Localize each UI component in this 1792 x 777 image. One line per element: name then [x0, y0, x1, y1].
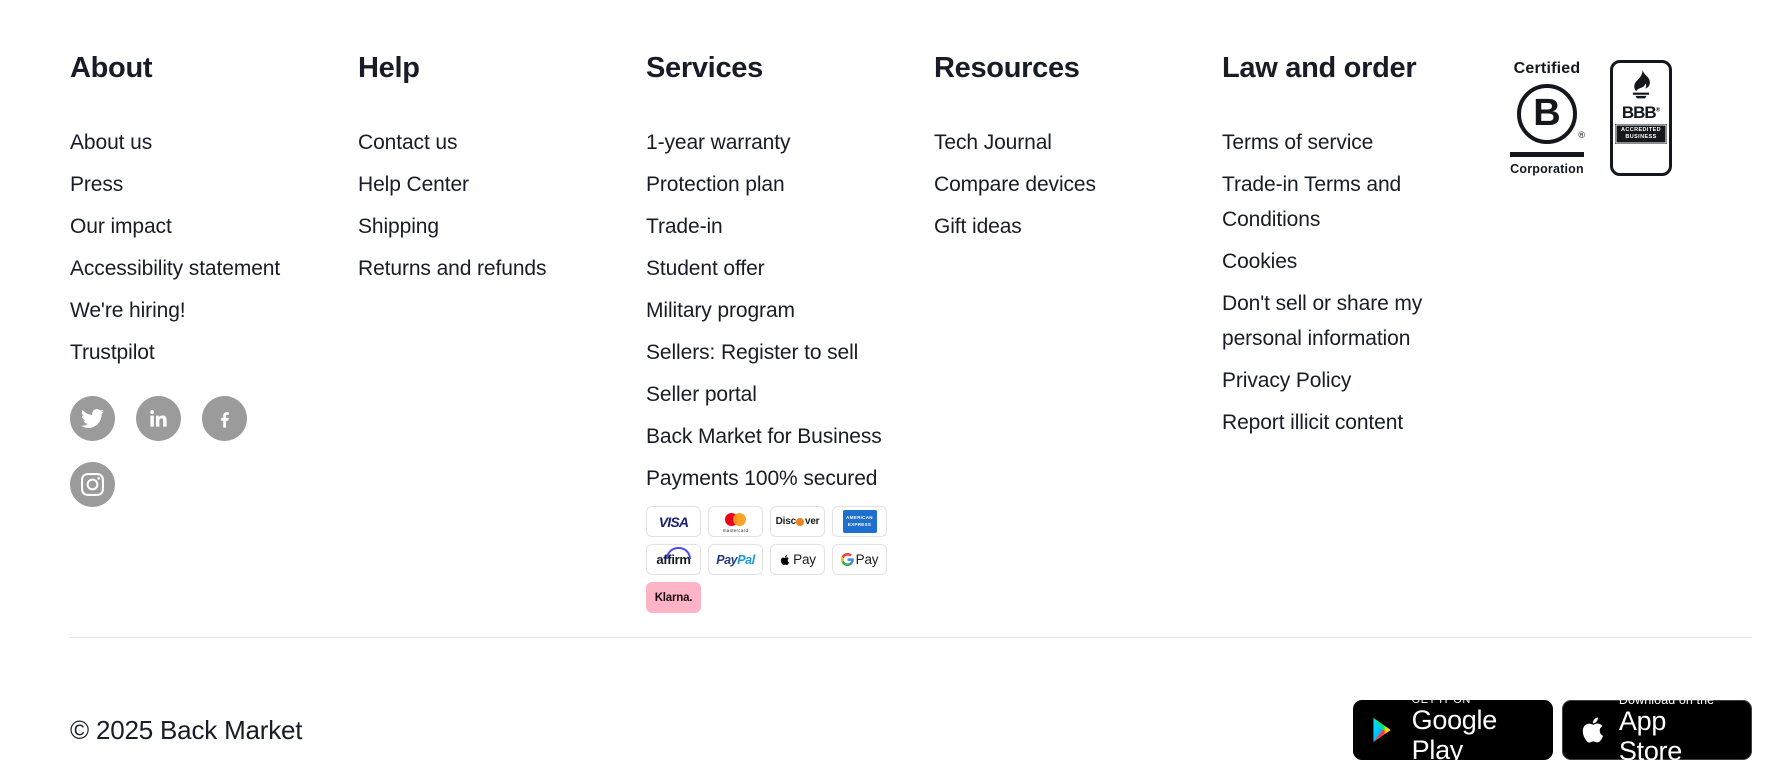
footer-column-about [70, 54, 358, 507]
column-links [1222, 125, 1510, 440]
american-express-icon: AMERICAN EXPRESS [832, 506, 887, 537]
column-links [358, 125, 646, 286]
column-title: Services [646, 52, 763, 84]
footer-link[interactable]: Our impact [70, 215, 172, 238]
footer-link[interactable]: Returns and refunds [358, 257, 547, 280]
footer-link[interactable]: We're hiring! [70, 299, 186, 322]
twitter-icon[interactable] [70, 396, 115, 441]
footer-column-law-and-order [1222, 54, 1510, 447]
footer-link[interactable]: Help Center [358, 173, 469, 196]
footer-column-resources [934, 54, 1222, 251]
google-play-store-name: Google Play [1411, 705, 1497, 765]
footer-link[interactable]: Shipping [358, 215, 439, 238]
column-title: Law and order [1222, 52, 1417, 84]
bcorp-certified-logo[interactable] [1510, 60, 1584, 176]
footer-link[interactable]: Compare devices [934, 173, 1096, 196]
mastercard-icon: mastercard [708, 506, 763, 537]
app-badges [1353, 693, 1752, 766]
paypal-icon: PayPal [708, 544, 763, 575]
google-play-tagline: GET IT ON [1411, 694, 1471, 707]
footer-column-services [646, 54, 934, 613]
copyright-text: © 2025 Back Market [70, 714, 303, 745]
footer-link[interactable]: Cookies [1222, 250, 1298, 273]
footer-link[interactable]: Terms of service [1222, 131, 1374, 154]
footer-column-help [358, 54, 646, 293]
torch-icon [1626, 68, 1656, 102]
footer-link[interactable]: Tech Journal [934, 131, 1052, 154]
footer-link[interactable]: Press [70, 173, 124, 196]
bbb-acronym: BBB® [1621, 103, 1661, 122]
column-links [934, 125, 1222, 244]
google-play-icon [1370, 714, 1398, 746]
instagram-icon[interactable] [70, 462, 115, 507]
bbb-accredited-business-label: ACCREDITED BUSINESS [1615, 124, 1667, 144]
footer-columns [70, 54, 1752, 613]
social-links [70, 396, 270, 507]
apple-pay-icon: Pay [770, 544, 825, 575]
column-title: Help [358, 52, 420, 84]
footer-link[interactable]: About us [70, 131, 153, 154]
payment-methods [646, 506, 888, 613]
bcorp-b-icon: B ® [1517, 84, 1577, 144]
footer-link[interactable]: Protection plan [646, 173, 785, 196]
footer-link[interactable]: Military program [646, 299, 795, 322]
apple-icon [1578, 713, 1608, 747]
bcorp-certified-label: Certified [1513, 60, 1581, 77]
google-pay-icon: Pay [832, 544, 887, 575]
footer-link[interactable]: Sellers: Register to sell [646, 341, 859, 364]
google-play-badge[interactable] [1353, 694, 1553, 765]
linkedin-icon[interactable] [136, 396, 181, 441]
footer-link[interactable]: Privacy Policy [1222, 369, 1352, 392]
column-links [70, 125, 358, 370]
footer-link[interactable]: Student offer [646, 257, 765, 280]
column-title: Resources [934, 52, 1080, 84]
footer-link[interactable]: Accessibility statement [70, 257, 281, 280]
affirm-icon: affirm [646, 544, 701, 575]
bcorp-corporation-label: Corporation [1510, 162, 1584, 176]
column-links [646, 125, 934, 454]
footer-link[interactable]: Don't sell or share my personal information [1222, 292, 1423, 350]
footer-link[interactable]: 1-year warranty [646, 131, 791, 154]
footer-link[interactable]: Gift ideas [934, 215, 1022, 238]
facebook-icon[interactable] [202, 396, 247, 441]
footer-link[interactable]: Seller portal [646, 383, 757, 406]
app-store-store-name: App Store [1618, 706, 1682, 766]
footer-link[interactable]: Trustpilot [70, 341, 155, 364]
klarna-icon: Klarna. [646, 582, 701, 613]
footer-link[interactable]: Trade-in [646, 215, 723, 238]
footer-bottom-bar [70, 638, 1752, 766]
discover-icon: Disc ver [770, 506, 825, 537]
payments-secured-label: Payments 100% secured [646, 467, 878, 490]
footer-link[interactable]: Back Market for Business [646, 425, 882, 448]
bcorp-bar [1510, 152, 1584, 157]
footer-link[interactable]: Trade-in Terms and Conditions [1222, 173, 1402, 231]
visa-icon: VISA [646, 506, 701, 537]
certification-logos [1510, 54, 1672, 176]
app-store-badge[interactable] [1562, 693, 1752, 766]
column-title: About [70, 52, 153, 84]
footer-link[interactable]: Report illicit content [1222, 411, 1404, 434]
bbb-accredited-logo[interactable] [1610, 60, 1672, 176]
app-store-tagline: Download on the [1618, 693, 1715, 708]
footer-link[interactable]: Contact us [358, 131, 458, 154]
